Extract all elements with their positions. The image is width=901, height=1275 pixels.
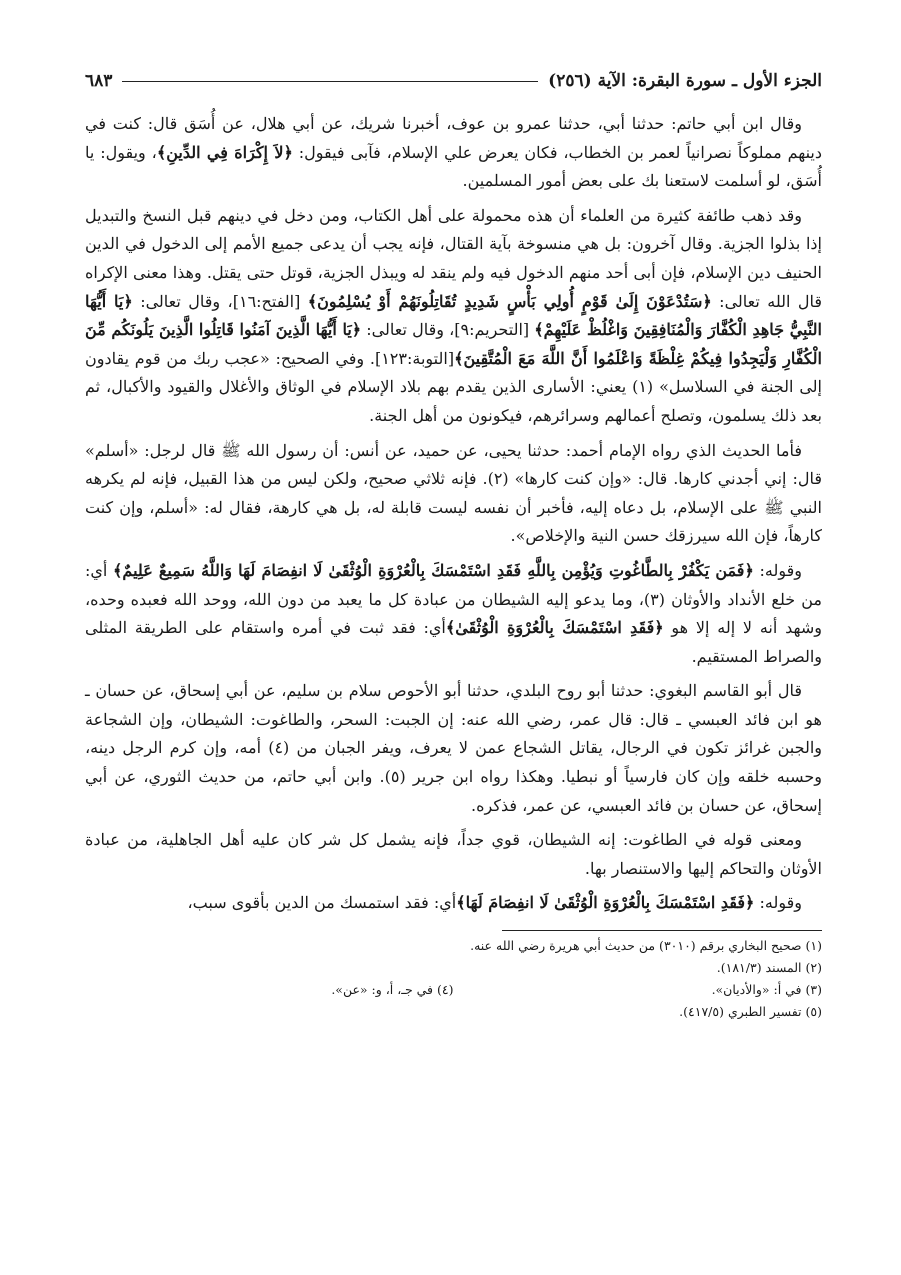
page-body	[85, 110, 822, 918]
text-segment: [الفتح:١٦]، وقال تعالى:	[132, 291, 308, 311]
text-segment: وقوله:	[754, 893, 802, 913]
text-segment: وقال ابن أبي حاتم: حدثنا أبي، حدثنا عمرو بن عوف، أخبرنا شريك، عن أبي هلال، عن أُسَق قال: كنت في دينهم مملوكاً نصرانياً لعمر بن الخطاب، فكان يعرض علي الإسلام، فآبى فيقول:	[85, 114, 823, 162]
quran-verse: ﴿يَا أَيُّهَا الَّذِينَ آمَنُوا قَاتِلُوا الَّذِينَ يَلُونَكُم مِّنَ الْكُفَّارِ وَلْيَجِدُوا فِيكُمْ غِلْظَةً وَاعْلَمُوا أَنَّ اللَّهَ مَعَ الْمُتَّقِينَ﴾	[85, 320, 823, 368]
page-number: ٦٨٣	[85, 71, 113, 91]
text-segment: ، ويقول: يا أُسَق، لو أسلمت لاستعنا بك على بعض أمور المسلمين.	[85, 142, 822, 191]
footnote-4: (٤) في جـ، أ، و: «عن».	[331, 982, 454, 998]
footnotes	[85, 935, 822, 1023]
quran-verse: ﴿سَتُدْعَوْنَ إِلَىٰ قَوْمٍ أُولِي بَأْسٍ شَدِيدٍ تُقَاتِلُونَهُمْ أَوْ يُسْلِمُونَ﴾	[307, 291, 712, 311]
text-segment: ومعنى قوله في الطاغوت: إنه الشيطان، قوي جداً، فإنه يشمل كل شر كان عليه أهل الجاهلية، من عبادة الأوثان والتحاكم إليها والاستنصار بها.	[85, 830, 822, 878]
paragraph	[85, 202, 822, 431]
text-segment: أي: فقد ثبت في أمره واستقام على الطريقة المثلى والصراط المستقيم.	[85, 618, 822, 666]
paragraph	[85, 677, 822, 820]
footnote-5: (٥) تفسير الطبري (٤١٧/٥).	[679, 1004, 822, 1020]
paragraph	[85, 557, 822, 671]
text-segment: أي: من خلع الأنداد والأوثان (٣)، وما يدعو إليه الشيطان من عبادة كل ما يعبد من دون الله، ووحد الله فعبده وحده، وشهد أنه لا إله إلا هو	[85, 560, 823, 638]
quran-verse: ﴿لاَ إِكْرَاهَ فِي الدِّينِ﴾	[156, 142, 293, 162]
text-segment: فأما الحديث الذي رواه الإمام أحمد: حدثنا يحيى، عن حميد، عن أنس: أن رسول الله ﷺ قال لرجل: «أسلم» قال: إني أجدني كارها. قال: «وإن كنت كارها» (٢). فإنه ثلاثي صحيح، ولكن ليس من هذا القبيل، فإنه لم يكرهه النبي ﷺ على الإسلام، بل دعاه إليه، فأخبر أن نفسه ليست قابلة له، بل هي كارهة، فقال له: «أسلم، وإن كنت كارهاً، فإن الله سيرزقك حسن النية والإخلاص».	[85, 440, 822, 546]
book-page	[85, 68, 822, 1258]
text-segment: [التوبة:١٢٣]. وفي الصحيح: «عجب ربك من قوم يقادون إلى الجنة في السلاسل» (١) يعني: الأسارى الذين يقدم بهم بلاد الإسلام في الوثاق والأغلال والقيود والأكبال، ثم بعد ذلك يسلمون، وتصلح أعمالهم وسرائرهم، فيكونون من أهل الجنة.	[85, 348, 823, 425]
text-segment: وقد ذهب طائفة كثيرة من العلماء أن هذه محمولة على أهل الكتاب، ومن دخل في دينهم قبل النسخ والتبديل إذا بذلوا الجزية. وقال آخرون: بل هي منسوخة بآية القتال، فإنه يجب أن يدعى جميع الأمم إلى الدخول في الدين الحنيف دين الإسلام، فإن أبى أحد منهم الدخول فيه ولم ينقد له ويبذل الجزية، قوتل حتى يقتل. وهذا معنى الإكراه قال الله تعالى:	[85, 205, 823, 311]
text-segment: وقوله:	[753, 560, 802, 580]
quran-verse: ﴿فَمَن يَكْفُرْ بِالطَّاغُوتِ وَيُؤْمِن بِاللَّهِ فَقَدِ اسْتَمْسَكَ بِالْعُرْوَةِ الْوُثْقَىٰ لَا انفِصَامَ لَهَا وَاللَّهُ سَمِيعٌ عَلِيمٌ﴾	[113, 560, 754, 580]
text-segment: أي: فقد استمسك من الدين بأقوى سبب،	[187, 893, 457, 913]
footnote-row	[85, 979, 822, 1001]
footnote-separator	[502, 930, 822, 931]
footnote-3: (٣) في أ: «والأديان».	[711, 982, 822, 998]
header-rule	[122, 81, 538, 82]
paragraph	[85, 437, 822, 551]
text-segment: قال أبو القاسم البغوي: حدثنا أبو روح البلدي، حدثنا أبو الأحوص سلام بن سليم، عن أبي إسحاق، عن حسان ـ هو ابن فائد العبسي ـ قال: قال عمر، رضي الله عنه: إن الجبت: السحر، والطاغوت: الشيطان، وإن الشجاعة والجبن غرائز تكون في الرجال، يقاتل الشجاع عمن لا يعرف، ويفر الجبان من (٤) أمه، وإن كرم الرجل دينه، وحسبه خلقه وإن كان فارسياً أو نبطيا. وهكذا رواه ابن جرير (٥). وابن أبي حاتم، من حديث الثوري، عن أبي إسحاق، عن حسان بن فائد العبسي، عن عمر، فذكره.	[85, 681, 823, 815]
quran-verse: ﴿فَقَدِ اسْتَمْسَكَ بِالْعُرْوَةِ الْوُثْقَىٰ لَا انفِصَامَ لَهَا﴾	[456, 893, 755, 913]
footnote-1: (١) صحيح البخاري برقم (٣٠١٠) من حديث أبي هريرة رضي الله عنه.	[470, 938, 822, 954]
running-header	[85, 68, 822, 94]
footnote-2: (٢) المسند (١٨١/٣).	[716, 960, 822, 976]
paragraph	[85, 826, 822, 883]
quran-verse: ﴿يَا أَيُّهَا النَّبِيُّ جَاهِدِ الْكُفَّارَ وَالْمُنَافِقِينَ وَاغْلُظْ عَلَيْهِمْ﴾	[85, 291, 823, 340]
quran-verse: ﴿فَقَدِ اسْتَمْسَكَ بِالْعُرْوَةِ الْوُثْقَىٰ﴾	[445, 618, 664, 638]
text-segment: [التحريم:٩]، وقال تعالى:	[361, 320, 535, 340]
paragraph	[85, 110, 822, 196]
header-title: الجزء الأول ـ سورة البقرة: الآية (٢٥٦)	[548, 71, 822, 91]
paragraph	[85, 889, 822, 918]
